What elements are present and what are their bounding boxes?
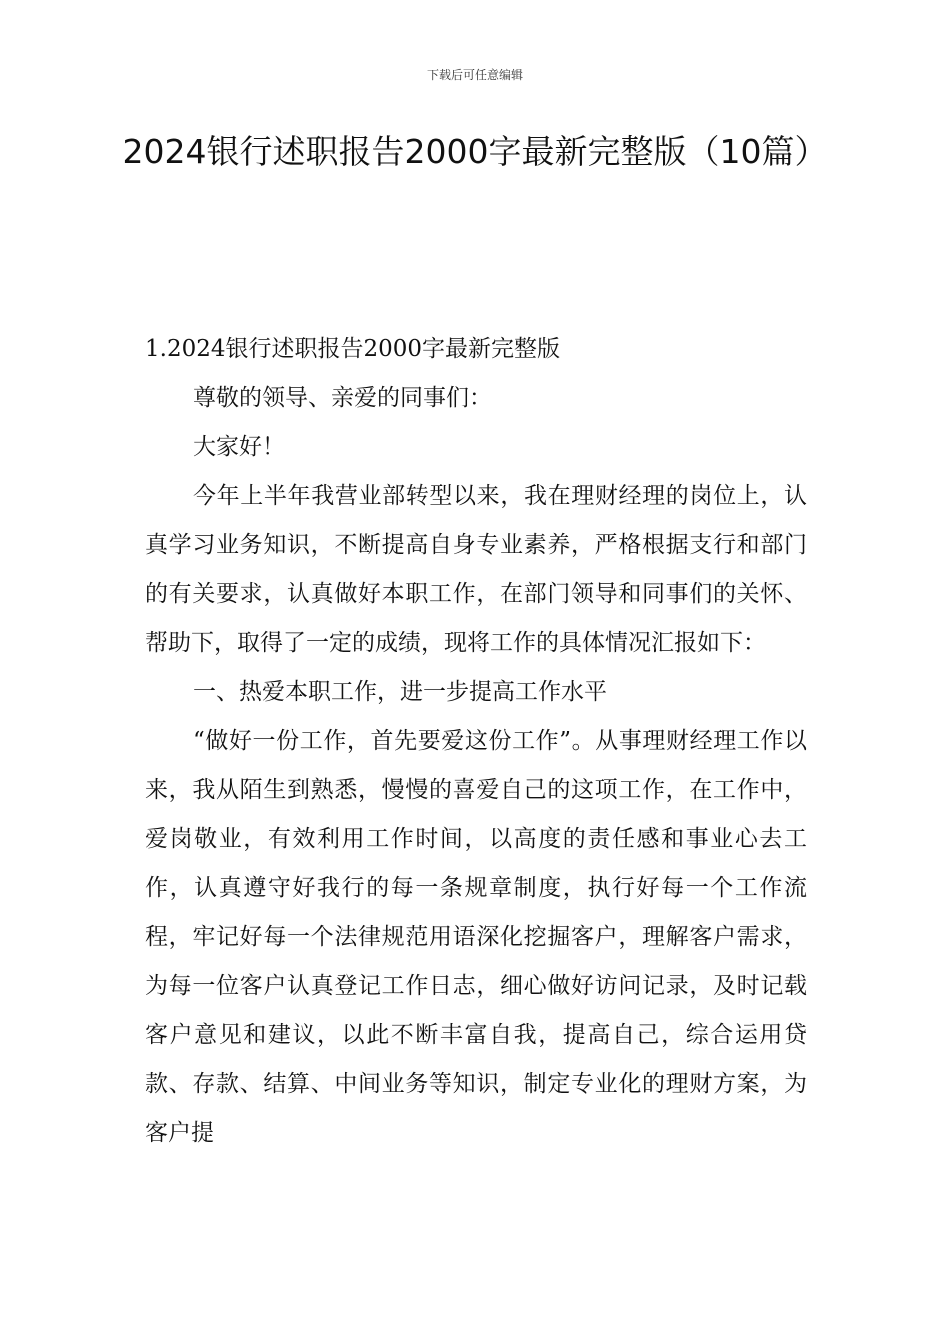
greeting-paragraph: 大家好！ — [193, 434, 285, 460]
header-note: 下载后可任意编辑 — [426, 68, 523, 82]
intro-paragraph: 今年上半年我营业部转型以来，我在理财经理的岗位上，认真学习业务知识，不断提高自身专业素养，严格根据支行和部门的有关要求，认真做好本职工作，在部门领导和同事们的关怀、帮助下，取得了一定的成绩，现将工作的具体情况汇报如下： — [145, 483, 807, 656]
subsection-heading: 一、热爱本职工作，进一步提高工作水平 — [193, 679, 607, 705]
salutation-paragraph: 尊敬的领导、亲爱的同事们： — [193, 385, 492, 411]
body-paragraph: “做好一份工作，首先要爱这份工作”。从事理财经理工作以来，我从陌生到熟悉，慢慢的喜爱自己的这项工作，在工作中，爱岗敬业，有效利用工作时间，以高度的责任感和事业心去工作，认真遵守好我行的每一条规章制度，执行好每一个工作流程，牢记好每一个法律规范用语深化挖掘客户，理解客户需求，为每一位客户认真登记工作日志，细心做好访问记录，及时记载客户意见和建议，以此不断丰富自我，提高自己，综合运用贷款、存款、结算、中间业务等知识，制定专业化的理财方案，为客户提 — [145, 728, 807, 1146]
document-title: 2024银行述职报告2000字最新完整版（10篇） — [122, 132, 828, 171]
section-heading: 1.2024银行述职报告2000字最新完整版 — [145, 336, 561, 362]
document-body — [145, 325, 807, 1158]
